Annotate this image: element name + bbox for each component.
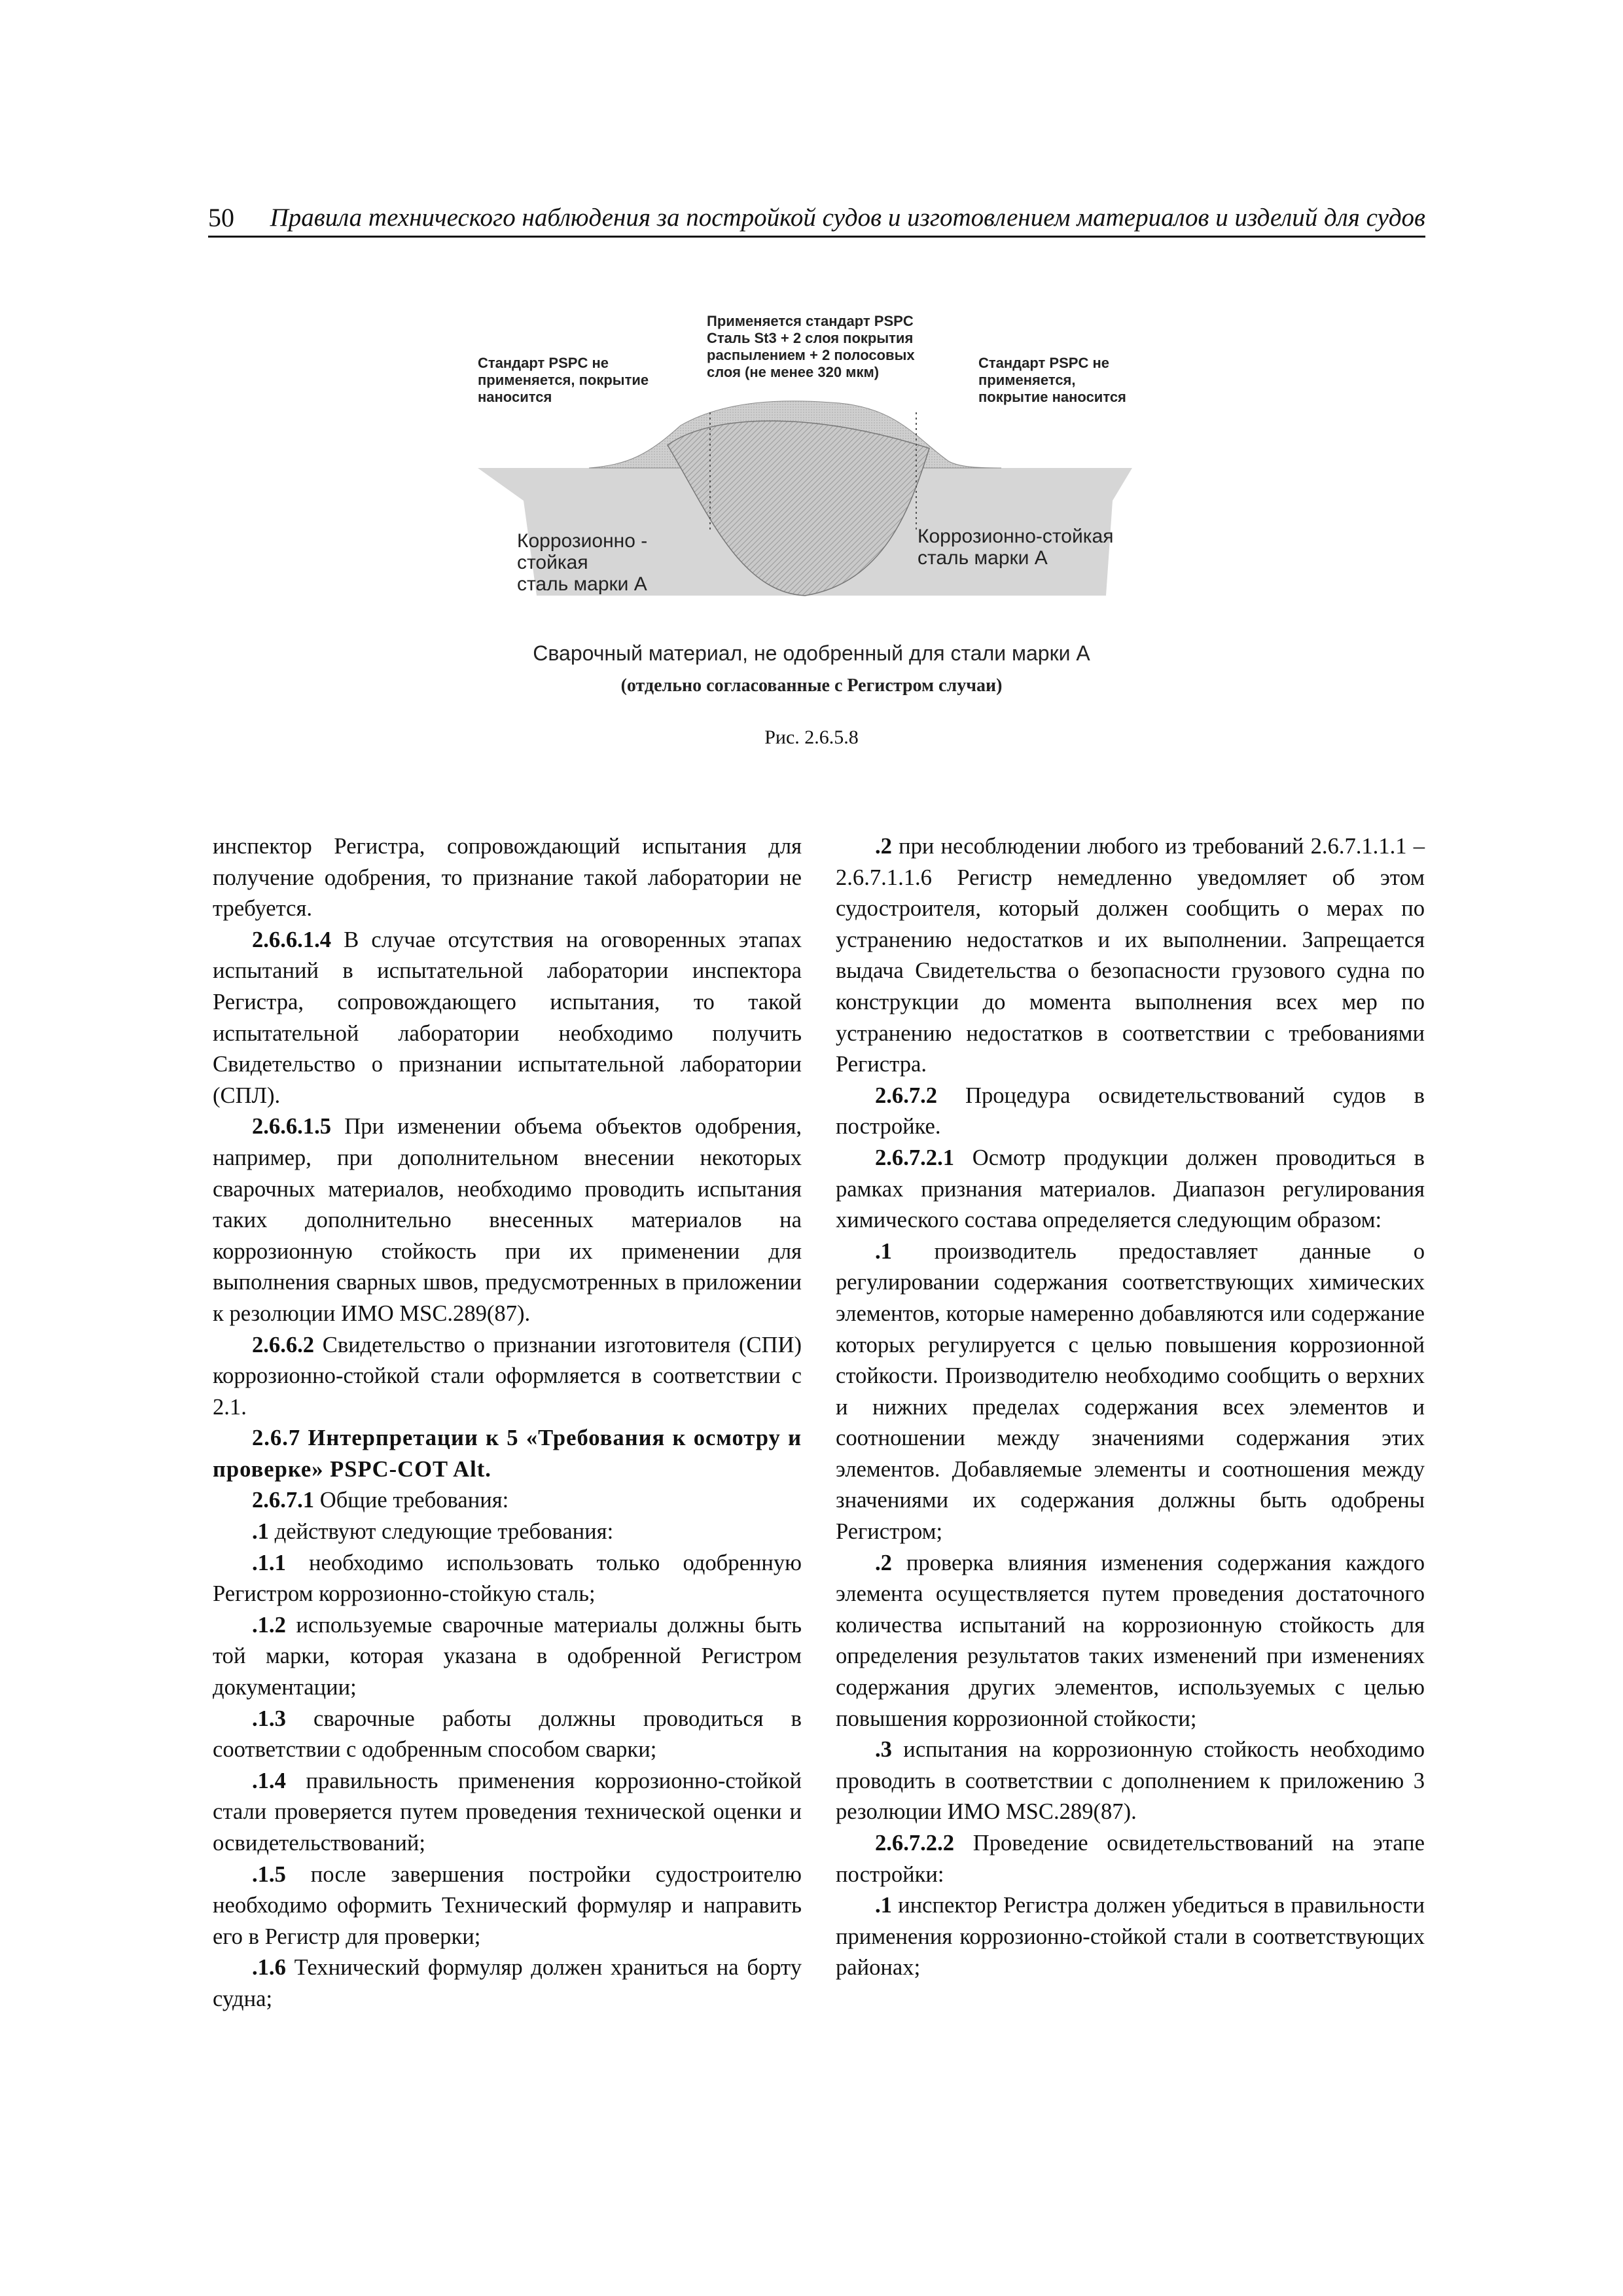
clause-number: .1.6 <box>252 1955 286 1981</box>
clause-number: 2.6.7.2.2 <box>875 1831 955 1856</box>
paragraph <box>213 831 802 925</box>
paragraph-text: Технический формуляр должен храниться на борту судна; <box>213 1955 802 2011</box>
paragraph <box>836 831 1425 1081</box>
clause-number: 2.6.7.1 <box>252 1488 315 1513</box>
paragraph <box>213 1516 802 1548</box>
paragraph-text: после завершения постройки судостроителю необходимо оформить Технический формуляр и направить его в Регистр для проверки; <box>213 1861 802 1949</box>
paragraph-text: Проведение освидетельствований на этапе постройки: <box>836 1831 1425 1887</box>
label-no-pspc-right: Стандарт PSPC не применяется, покрытие наносится <box>978 355 1126 405</box>
paragraph <box>836 1081 1425 1143</box>
section-heading <box>213 1423 802 1485</box>
paragraph-text: Процедура освидетельствований судов в постройке. <box>836 1083 1425 1139</box>
paragraph <box>213 1485 802 1516</box>
paragraph <box>213 1952 802 2015</box>
paragraph <box>213 1859 802 1953</box>
left-text-column <box>213 831 802 2015</box>
clause-number: .1.1 <box>252 1550 286 1575</box>
page-number: 50 <box>208 203 234 232</box>
right-text-column <box>836 831 1425 1984</box>
paragraph <box>213 1704 802 1766</box>
paragraph-text: В случае отсутствия на оговоренных этапах испытаний в испытательной лаборатории инспектора Регистра, сопровождающего испытания, то такой испытательной лаборатории необходимо получить Свидетельство о признании испытательной лаборатории (СПЛ). <box>213 927 802 1108</box>
steel-label-left: Коррозионно - стойкая сталь марки А <box>517 530 648 595</box>
paragraph-text: производитель предоставляет данные о регулировании содержания соответствующих химических элементов, которые намеренно добавляются или содержание которых регулируется с целью повышения коррозионной стойкости. Производителю необходимо сообщить о верхних и нижних пределах содержания всех элементов и соотношении между значениями содержания этих элементов. Добавляемые элементы и соотношения между значениями их содержания должны быть одобрены Регистром; <box>836 1238 1425 1545</box>
clause-number: .1.4 <box>252 1768 286 1793</box>
clause-number: 2.6.6.2 <box>252 1332 315 1357</box>
label-pspc-applied: Применяется стандарт PSPC Сталь St3 + 2 слоя покрытия распылением + 2 полосовых слоя (не менее 320 мкм) <box>707 313 915 380</box>
section-heading-text: 2.6.7 Интерпретации к 5 «Требования к осмотру и проверке» PSPC-COT Alt. <box>213 1426 802 1482</box>
paragraph <box>213 1330 802 1424</box>
paragraph-text: инспектор Регистра, сопровождающий испытания для получение одобрения, то признание такой лаборатории не требуется. <box>213 834 802 922</box>
running-title: Правила технического наблюдения за постройкой судов и изготовлением материалов и изделий для судов <box>270 204 1425 232</box>
paragraph <box>836 1143 1425 1236</box>
clause-number: .1 <box>875 1893 892 1918</box>
clause-number: .1.3 <box>252 1706 286 1731</box>
paragraph <box>836 1734 1425 1828</box>
paragraph-text: сварочные работы должны проводиться в соответствии с одобренным способом сварки; <box>213 1706 802 1763</box>
clause-number: .1 <box>875 1238 892 1264</box>
clause-number: 2.6.7.2.1 <box>875 1145 955 1170</box>
clause-number: .2 <box>875 1550 892 1575</box>
paragraph-text: правильность применения коррозионно-стойкой стали проверяется путем проведения технической оценки и освидетельствований; <box>213 1768 802 1856</box>
clause-number: .1.2 <box>252 1612 286 1638</box>
label-no-pspc-left: Стандарт PSPC не применяется, покрытие наносится <box>478 355 649 405</box>
paragraph <box>213 1766 802 1859</box>
paragraph-text: Осмотр продукции должен проводиться в рамках признания материалов. Диапазон регулирования химического состава определяется следующим образом: <box>836 1145 1425 1233</box>
weld-material-subnote: (отдельно согласованные с Регистром случаи) <box>620 675 1003 696</box>
paragraph-text: проверка влияния изменения содержания каждого элемента осуществляется путем проведения достаточного количества испытаний на коррозионную стойкость для определения результатов таких изменений при изменениях содержания других элементов, используемых с целью повышения коррозионной стойкости; <box>836 1550 1425 1731</box>
page-header <box>208 203 1425 238</box>
paragraph <box>213 925 802 1112</box>
paragraph-text: при несоблюдении любого из требований 2.6.7.1.1.1 – 2.6.7.1.1.6 Регистр немедленно уведомляет об этом судостроителя, который должен сообщить о мерах по устранению недостатков и их выполнении. Запрещается выдача Свидетельства о безопасности грузового судна по конструкции до момента выполнения всех мер по устранению недостатков в соответствии с требованиями Регистра. <box>836 834 1425 1077</box>
paragraph-text: Свидетельство о признании изготовителя (СПИ) коррозионно-стойкой стали оформляется в соответствии с 2.1. <box>213 1332 802 1420</box>
paragraph <box>213 1548 802 1610</box>
clause-number: 2.6.6.1.4 <box>252 927 332 952</box>
paragraph <box>213 1610 802 1704</box>
figure-weld-diagram <box>478 314 1145 720</box>
clause-number: 2.6.6.1.5 <box>252 1114 332 1139</box>
paragraph-text: испытания на коррозионную стойкость необходимо проводить в соответствии с дополнением к приложению 3 резолюции ИМО MSC.289(87). <box>836 1737 1425 1825</box>
paragraph-text: необходимо использовать только одобренную Регистром коррозионно-стойкую сталь; <box>213 1550 802 1607</box>
paragraph <box>213 1111 802 1329</box>
steel-label-right: Коррозионно-стойкая сталь марки А <box>918 526 1114 569</box>
paragraph-text: При изменении объема объектов одобрения, например, при дополнительном внесении некоторых сварочных материалов, необходимо проводить испытания таких дополнительно внесенных материалов на коррозионную стойкость при их применении для выполнения сварных швов, предусмотренных в приложении к резолюции ИМО MSC.289(87). <box>213 1114 802 1326</box>
paragraph-text: инспектор Регистра должен убедиться в правильности применения коррозионно-стойкой стали в соответствующих районах; <box>836 1893 1425 1981</box>
clause-number: 2.6.7.2 <box>875 1083 938 1108</box>
weld-material-note: Сварочный материал, не одобренный для стали марки А <box>533 641 1090 665</box>
clause-number: .2 <box>875 834 892 859</box>
clause-number: .1 <box>252 1519 269 1545</box>
paragraph <box>836 1236 1425 1548</box>
clause-number: .3 <box>875 1737 892 1763</box>
paragraph <box>836 1548 1425 1735</box>
paragraph-text: используемые сварочные материалы должны быть той марки, которая указана в одобренной Регистром документации; <box>213 1612 802 1700</box>
paragraph-text: Общие требования: <box>314 1488 509 1513</box>
clause-number: .1.5 <box>252 1861 286 1887</box>
paragraph-text: действуют следующие требования: <box>268 1519 614 1545</box>
figure-caption: Рис. 2.6.5.8 <box>764 726 859 748</box>
paragraph <box>836 1890 1425 1984</box>
paragraph <box>836 1828 1425 1890</box>
